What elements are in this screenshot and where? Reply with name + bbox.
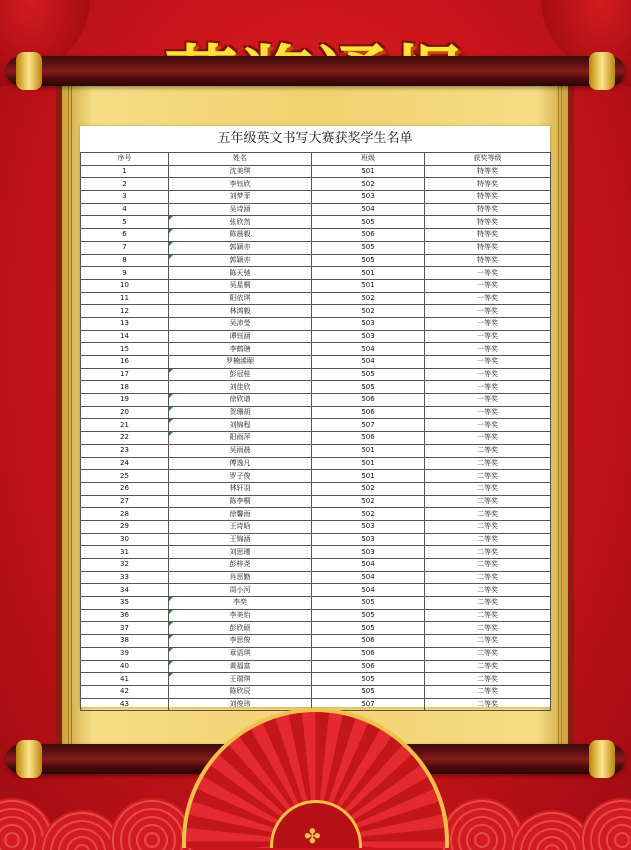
award-level: 特等奖 bbox=[425, 254, 551, 267]
award-level: 一等奖 bbox=[425, 330, 551, 343]
row-index: 5 bbox=[81, 216, 169, 229]
table-row bbox=[81, 279, 551, 292]
award-level: 特等奖 bbox=[425, 216, 551, 229]
student-name: 李思俊 bbox=[169, 635, 312, 648]
award-level: 特等奖 bbox=[425, 241, 551, 254]
award-level: 一等奖 bbox=[425, 343, 551, 356]
row-index: 12 bbox=[81, 305, 169, 318]
award-level: 二等奖 bbox=[425, 584, 551, 597]
header-class: 班级 bbox=[312, 153, 425, 166]
row-index: 16 bbox=[81, 356, 169, 369]
chinese-knot-icon: ✤ bbox=[304, 824, 321, 848]
row-index: 7 bbox=[81, 241, 169, 254]
award-level: 二等奖 bbox=[425, 609, 551, 622]
student-name: 李鹤瑭 bbox=[169, 343, 312, 356]
award-level: 二等奖 bbox=[425, 571, 551, 584]
class-number: 504 bbox=[312, 356, 425, 369]
table-body bbox=[81, 165, 551, 711]
row-index: 35 bbox=[81, 597, 169, 610]
table-row bbox=[81, 597, 551, 610]
table-row bbox=[81, 520, 551, 533]
row-index: 43 bbox=[81, 698, 169, 711]
award-level: 特等奖 bbox=[425, 178, 551, 191]
student-name: 陈晨毅 bbox=[169, 229, 312, 242]
award-level: 二等奖 bbox=[425, 635, 551, 648]
class-number: 504 bbox=[312, 559, 425, 572]
row-index: 21 bbox=[81, 419, 169, 432]
sheet-title: 五年级英文书写大赛获奖学生名单 bbox=[217, 131, 413, 146]
rod-cap-icon bbox=[16, 52, 42, 90]
award-level: 特等奖 bbox=[425, 165, 551, 178]
top-scroll-rod-icon bbox=[6, 56, 625, 86]
class-number: 502 bbox=[312, 178, 425, 191]
student-name: 陈李桐 bbox=[169, 495, 312, 508]
row-index: 33 bbox=[81, 571, 169, 584]
class-number: 507 bbox=[312, 698, 425, 711]
student-name: 彭冠桂 bbox=[169, 368, 312, 381]
student-name: 李奕 bbox=[169, 597, 312, 610]
class-number: 501 bbox=[312, 279, 425, 292]
award-level: 一等奖 bbox=[425, 419, 551, 432]
student-name: 贺珊胡 bbox=[169, 406, 312, 419]
table-row bbox=[81, 406, 551, 419]
table-row bbox=[81, 482, 551, 495]
table-row bbox=[81, 546, 551, 559]
award-level: 一等奖 bbox=[425, 279, 551, 292]
student-name: 刘俊玮 bbox=[169, 698, 312, 711]
class-number: 503 bbox=[312, 317, 425, 330]
row-index: 42 bbox=[81, 685, 169, 698]
award-level: 二等奖 bbox=[425, 622, 551, 635]
class-number: 505 bbox=[312, 609, 425, 622]
award-level: 一等奖 bbox=[425, 356, 551, 369]
class-number: 504 bbox=[312, 343, 425, 356]
award-level: 二等奖 bbox=[425, 533, 551, 546]
table-row bbox=[81, 470, 551, 483]
folding-fan-icon bbox=[182, 708, 449, 848]
table-row bbox=[81, 191, 551, 204]
award-level: 特等奖 bbox=[425, 229, 551, 242]
award-level: 特等奖 bbox=[425, 203, 551, 216]
class-number: 506 bbox=[312, 647, 425, 660]
class-number: 503 bbox=[312, 546, 425, 559]
student-name: 谭钰涵 bbox=[169, 330, 312, 343]
award-level: 二等奖 bbox=[425, 698, 551, 711]
row-index: 32 bbox=[81, 559, 169, 572]
student-name: 吴沛瑩 bbox=[169, 317, 312, 330]
row-index: 41 bbox=[81, 673, 169, 686]
table-row bbox=[81, 495, 551, 508]
award-level: 二等奖 bbox=[425, 508, 551, 521]
class-number: 506 bbox=[312, 406, 425, 419]
class-number: 502 bbox=[312, 482, 425, 495]
award-level: 一等奖 bbox=[425, 267, 551, 280]
student-name: 吴雨晨 bbox=[169, 444, 312, 457]
table-row bbox=[81, 533, 551, 546]
table-row bbox=[81, 508, 551, 521]
row-index: 27 bbox=[81, 495, 169, 508]
row-index: 20 bbox=[81, 406, 169, 419]
award-level: 一等奖 bbox=[425, 406, 551, 419]
class-number: 505 bbox=[312, 381, 425, 394]
student-name: 张欣然 bbox=[169, 216, 312, 229]
table-row bbox=[81, 419, 551, 432]
table-row bbox=[81, 432, 551, 445]
row-index: 39 bbox=[81, 647, 169, 660]
table-row bbox=[81, 635, 551, 648]
row-index: 19 bbox=[81, 394, 169, 407]
class-number: 502 bbox=[312, 508, 425, 521]
student-name: 罗子俊 bbox=[169, 470, 312, 483]
table-row bbox=[81, 381, 551, 394]
table-row bbox=[81, 178, 551, 191]
award-level: 二等奖 bbox=[425, 559, 551, 572]
row-index: 31 bbox=[81, 546, 169, 559]
student-name: 沈美琪 bbox=[169, 165, 312, 178]
award-level: 二等奖 bbox=[425, 520, 551, 533]
class-number: 503 bbox=[312, 533, 425, 546]
class-number: 503 bbox=[312, 520, 425, 533]
student-name: 刘梦菲 bbox=[169, 191, 312, 204]
table-row bbox=[81, 216, 551, 229]
class-number: 505 bbox=[312, 254, 425, 267]
student-name: 陈天驰 bbox=[169, 267, 312, 280]
student-name: 刘思瑾 bbox=[169, 546, 312, 559]
table-row bbox=[81, 305, 551, 318]
class-number: 501 bbox=[312, 267, 425, 280]
table-row bbox=[81, 292, 551, 305]
award-level: 一等奖 bbox=[425, 317, 551, 330]
student-name: 王锦涵 bbox=[169, 533, 312, 546]
header-index: 序号 bbox=[81, 153, 169, 166]
student-name: 吴星桐 bbox=[169, 279, 312, 292]
class-number: 504 bbox=[312, 584, 425, 597]
class-number: 505 bbox=[312, 241, 425, 254]
table-row bbox=[81, 165, 551, 178]
table-row bbox=[81, 394, 551, 407]
row-index: 6 bbox=[81, 229, 169, 242]
student-name: 王瑞琪 bbox=[169, 673, 312, 686]
class-number: 501 bbox=[312, 444, 425, 457]
row-index: 25 bbox=[81, 470, 169, 483]
table-row bbox=[81, 622, 551, 635]
award-level: 二等奖 bbox=[425, 660, 551, 673]
table-row bbox=[81, 254, 551, 267]
student-name: 王诗晗 bbox=[169, 520, 312, 533]
row-index: 9 bbox=[81, 267, 169, 280]
class-number: 506 bbox=[312, 635, 425, 648]
student-name: 肖思勤 bbox=[169, 571, 312, 584]
table-row bbox=[81, 267, 551, 280]
award-level: 一等奖 bbox=[425, 432, 551, 445]
award-level: 二等奖 bbox=[425, 546, 551, 559]
award-level: 一等奖 bbox=[425, 368, 551, 381]
table-row bbox=[81, 444, 551, 457]
award-level: 二等奖 bbox=[425, 597, 551, 610]
row-index: 11 bbox=[81, 292, 169, 305]
class-number: 505 bbox=[312, 597, 425, 610]
award-level: 一等奖 bbox=[425, 394, 551, 407]
row-index: 17 bbox=[81, 368, 169, 381]
student-name: 章语琪 bbox=[169, 647, 312, 660]
class-number: 505 bbox=[312, 622, 425, 635]
student-name: 彭欣硕 bbox=[169, 622, 312, 635]
row-index: 24 bbox=[81, 457, 169, 470]
student-name: 阳依琪 bbox=[169, 292, 312, 305]
class-number: 505 bbox=[312, 685, 425, 698]
award-level: 二等奖 bbox=[425, 482, 551, 495]
class-number: 502 bbox=[312, 292, 425, 305]
row-index: 26 bbox=[81, 482, 169, 495]
table-row bbox=[81, 330, 551, 343]
award-level: 二等奖 bbox=[425, 457, 551, 470]
student-name: 周小河 bbox=[169, 584, 312, 597]
student-name: 刘锦程 bbox=[169, 419, 312, 432]
row-index: 34 bbox=[81, 584, 169, 597]
row-index: 28 bbox=[81, 508, 169, 521]
class-number: 501 bbox=[312, 165, 425, 178]
table-row bbox=[81, 368, 551, 381]
class-number: 503 bbox=[312, 191, 425, 204]
student-name: 林轩羽 bbox=[169, 482, 312, 495]
row-index: 3 bbox=[81, 191, 169, 204]
award-level: 二等奖 bbox=[425, 647, 551, 660]
rod-cap-icon bbox=[589, 52, 615, 90]
row-index: 8 bbox=[81, 254, 169, 267]
student-name: 傅逸凡 bbox=[169, 457, 312, 470]
award-level: 二等奖 bbox=[425, 673, 551, 686]
class-number: 502 bbox=[312, 495, 425, 508]
award-level: 二等奖 bbox=[425, 685, 551, 698]
award-level: 一等奖 bbox=[425, 381, 551, 394]
student-name: 徐馨雨 bbox=[169, 508, 312, 521]
student-name: 陈欣辰 bbox=[169, 685, 312, 698]
header-award: 获奖等级 bbox=[425, 153, 551, 166]
header-name: 姓名 bbox=[169, 153, 312, 166]
class-number: 506 bbox=[312, 394, 425, 407]
class-number: 501 bbox=[312, 470, 425, 483]
class-number: 505 bbox=[312, 673, 425, 686]
rod-cap-icon bbox=[16, 740, 42, 778]
table-row bbox=[81, 317, 551, 330]
class-number: 502 bbox=[312, 305, 425, 318]
award-list-sheet bbox=[80, 126, 550, 707]
student-name: 郭颖亦 bbox=[169, 241, 312, 254]
row-index: 37 bbox=[81, 622, 169, 635]
student-name: 刘佳欣 bbox=[169, 381, 312, 394]
student-name: 林鸿毅 bbox=[169, 305, 312, 318]
table-row bbox=[81, 673, 551, 686]
class-number: 505 bbox=[312, 368, 425, 381]
table-row bbox=[81, 203, 551, 216]
class-number: 506 bbox=[312, 660, 425, 673]
table-row bbox=[81, 356, 551, 369]
table-row bbox=[81, 647, 551, 660]
student-name: 李美怡 bbox=[169, 609, 312, 622]
award-level: 二等奖 bbox=[425, 495, 551, 508]
award-level: 二等奖 bbox=[425, 470, 551, 483]
student-name: 李钰欣 bbox=[169, 178, 312, 191]
row-index: 36 bbox=[81, 609, 169, 622]
table-row bbox=[81, 660, 551, 673]
class-number: 507 bbox=[312, 419, 425, 432]
table-row bbox=[81, 343, 551, 356]
table-header-row bbox=[81, 153, 551, 166]
class-number: 506 bbox=[312, 432, 425, 445]
rod-cap-icon bbox=[589, 740, 615, 778]
row-index: 10 bbox=[81, 279, 169, 292]
class-number: 501 bbox=[312, 457, 425, 470]
class-number: 505 bbox=[312, 216, 425, 229]
row-index: 4 bbox=[81, 203, 169, 216]
student-name: 罗楠浠颐 bbox=[169, 356, 312, 369]
award-level: 一等奖 bbox=[425, 305, 551, 318]
award-table bbox=[80, 152, 551, 711]
student-name: 阳雨萍 bbox=[169, 432, 312, 445]
class-number: 504 bbox=[312, 203, 425, 216]
table-row bbox=[81, 229, 551, 242]
row-index: 14 bbox=[81, 330, 169, 343]
student-name: 郭颖亦 bbox=[169, 254, 312, 267]
row-index: 18 bbox=[81, 381, 169, 394]
row-index: 40 bbox=[81, 660, 169, 673]
row-index: 2 bbox=[81, 178, 169, 191]
row-index: 22 bbox=[81, 432, 169, 445]
table-row bbox=[81, 241, 551, 254]
table-row bbox=[81, 571, 551, 584]
table-row bbox=[81, 457, 551, 470]
row-index: 1 bbox=[81, 165, 169, 178]
student-name: 彭梓尧 bbox=[169, 559, 312, 572]
table-row bbox=[81, 685, 551, 698]
class-number: 506 bbox=[312, 229, 425, 242]
award-level: 特等奖 bbox=[425, 191, 551, 204]
award-level: 二等奖 bbox=[425, 444, 551, 457]
class-number: 503 bbox=[312, 330, 425, 343]
row-index: 38 bbox=[81, 635, 169, 648]
award-level: 一等奖 bbox=[425, 292, 551, 305]
table-row bbox=[81, 609, 551, 622]
class-number: 504 bbox=[312, 571, 425, 584]
student-name: 黄福富 bbox=[169, 660, 312, 673]
row-index: 30 bbox=[81, 533, 169, 546]
row-index: 15 bbox=[81, 343, 169, 356]
row-index: 23 bbox=[81, 444, 169, 457]
student-name: 徐欣谱 bbox=[169, 394, 312, 407]
row-index: 13 bbox=[81, 317, 169, 330]
row-index: 29 bbox=[81, 520, 169, 533]
table-row bbox=[81, 559, 551, 572]
student-name: 吴诗涵 bbox=[169, 203, 312, 216]
table-row bbox=[81, 584, 551, 597]
